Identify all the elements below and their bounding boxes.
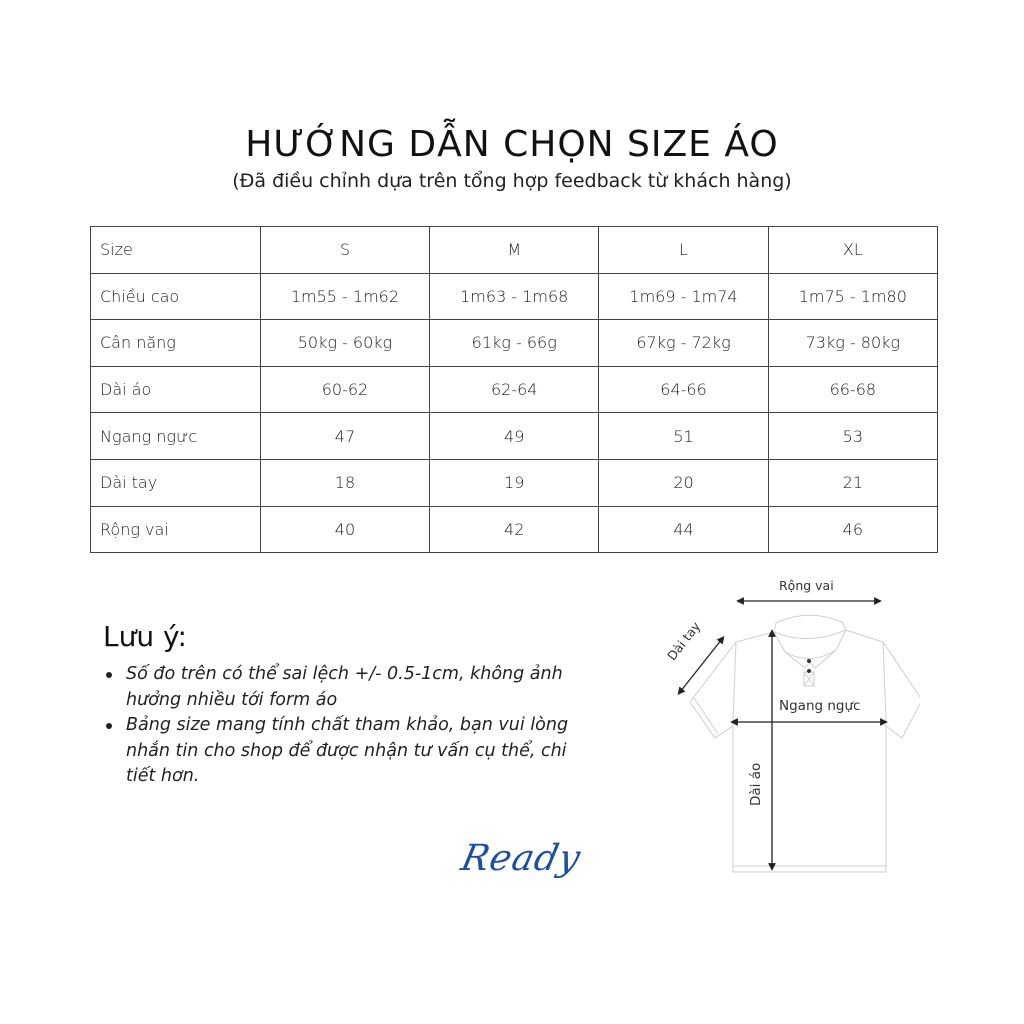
table-row xyxy=(91,273,938,320)
table-cell: 20 xyxy=(599,459,768,506)
size-table xyxy=(90,226,938,553)
table-cell: 61kg - 66g xyxy=(430,320,599,367)
note-text: Bảng size mang tính chất tham khảo, bạn vui lòng nhắn tin cho shop để được nhận tư vấn cụ thể, chi tiết hơn. xyxy=(126,715,569,786)
header-cell: L xyxy=(599,227,768,274)
note-text: Số đo trên có thể sai lệch +/- 0.5-1cm, không ảnh hưởng nhiều tới form áo xyxy=(126,664,563,710)
table-cell: 18 xyxy=(260,459,429,506)
table-cell: 21 xyxy=(768,459,937,506)
table-cell: 1m63 - 1m68 xyxy=(430,273,599,320)
notes-title: Lưu ý: xyxy=(103,620,187,653)
table-cell: 46 xyxy=(768,506,937,553)
table-cell: 1m75 - 1m80 xyxy=(768,273,937,320)
row-label: Ngang ngực xyxy=(91,413,261,460)
page-title: HƯỚNG DẪN CHỌN SIZE ÁO xyxy=(245,124,779,165)
table-cell: 42 xyxy=(430,506,599,553)
brand-logo: Ready xyxy=(457,838,585,879)
table-cell: 67kg - 72kg xyxy=(599,320,768,367)
table-cell: 51 xyxy=(599,413,768,460)
row-label: Chiều cao xyxy=(91,273,261,320)
table-row xyxy=(91,459,938,506)
polo-shirt-icon xyxy=(660,570,920,880)
table-header-row xyxy=(91,227,938,274)
notes-list xyxy=(104,662,574,790)
table-row xyxy=(91,506,938,553)
header-cell: Size xyxy=(91,227,261,274)
table-cell: 73kg - 80kg xyxy=(768,320,937,367)
table-cell: 60-62 xyxy=(260,366,429,413)
header-cell: M xyxy=(430,227,599,274)
bullet-icon xyxy=(106,672,112,678)
row-label: Dài áo xyxy=(91,366,261,413)
table-row xyxy=(91,366,938,413)
table-cell: 1m55 - 1m62 xyxy=(260,273,429,320)
sleeve-label: Dài tay xyxy=(664,618,704,664)
row-label: Dài tay xyxy=(91,459,261,506)
note-item xyxy=(104,713,574,790)
table-cell: 40 xyxy=(260,506,429,553)
table-row xyxy=(91,413,938,460)
shirt-measurement-diagram xyxy=(660,570,920,880)
header-cell: XL xyxy=(768,227,937,274)
note-item xyxy=(104,662,574,713)
table-cell: 47 xyxy=(260,413,429,460)
table-cell: 19 xyxy=(430,459,599,506)
table-cell: 50kg - 60kg xyxy=(260,320,429,367)
chest-label: Ngang ngực xyxy=(779,698,861,714)
header-cell: S xyxy=(260,227,429,274)
row-label: Cân nặng xyxy=(91,320,261,367)
table-row xyxy=(91,320,938,367)
length-label: Dài áo xyxy=(748,762,764,806)
table-cell: 53 xyxy=(768,413,937,460)
page-subtitle: (Đã điều chỉnh dựa trên tổng hợp feedback từ khách hàng) xyxy=(232,170,792,192)
table-cell: 1m69 - 1m74 xyxy=(599,273,768,320)
table-cell: 64-66 xyxy=(599,366,768,413)
table-cell: 62-64 xyxy=(430,366,599,413)
table-cell: 49 xyxy=(430,413,599,460)
bullet-icon xyxy=(106,723,112,729)
row-label: Rộng vai xyxy=(91,506,261,553)
shoulder-label: Rộng vai xyxy=(779,578,834,593)
table-cell: 44 xyxy=(599,506,768,553)
table-cell: 66-68 xyxy=(768,366,937,413)
